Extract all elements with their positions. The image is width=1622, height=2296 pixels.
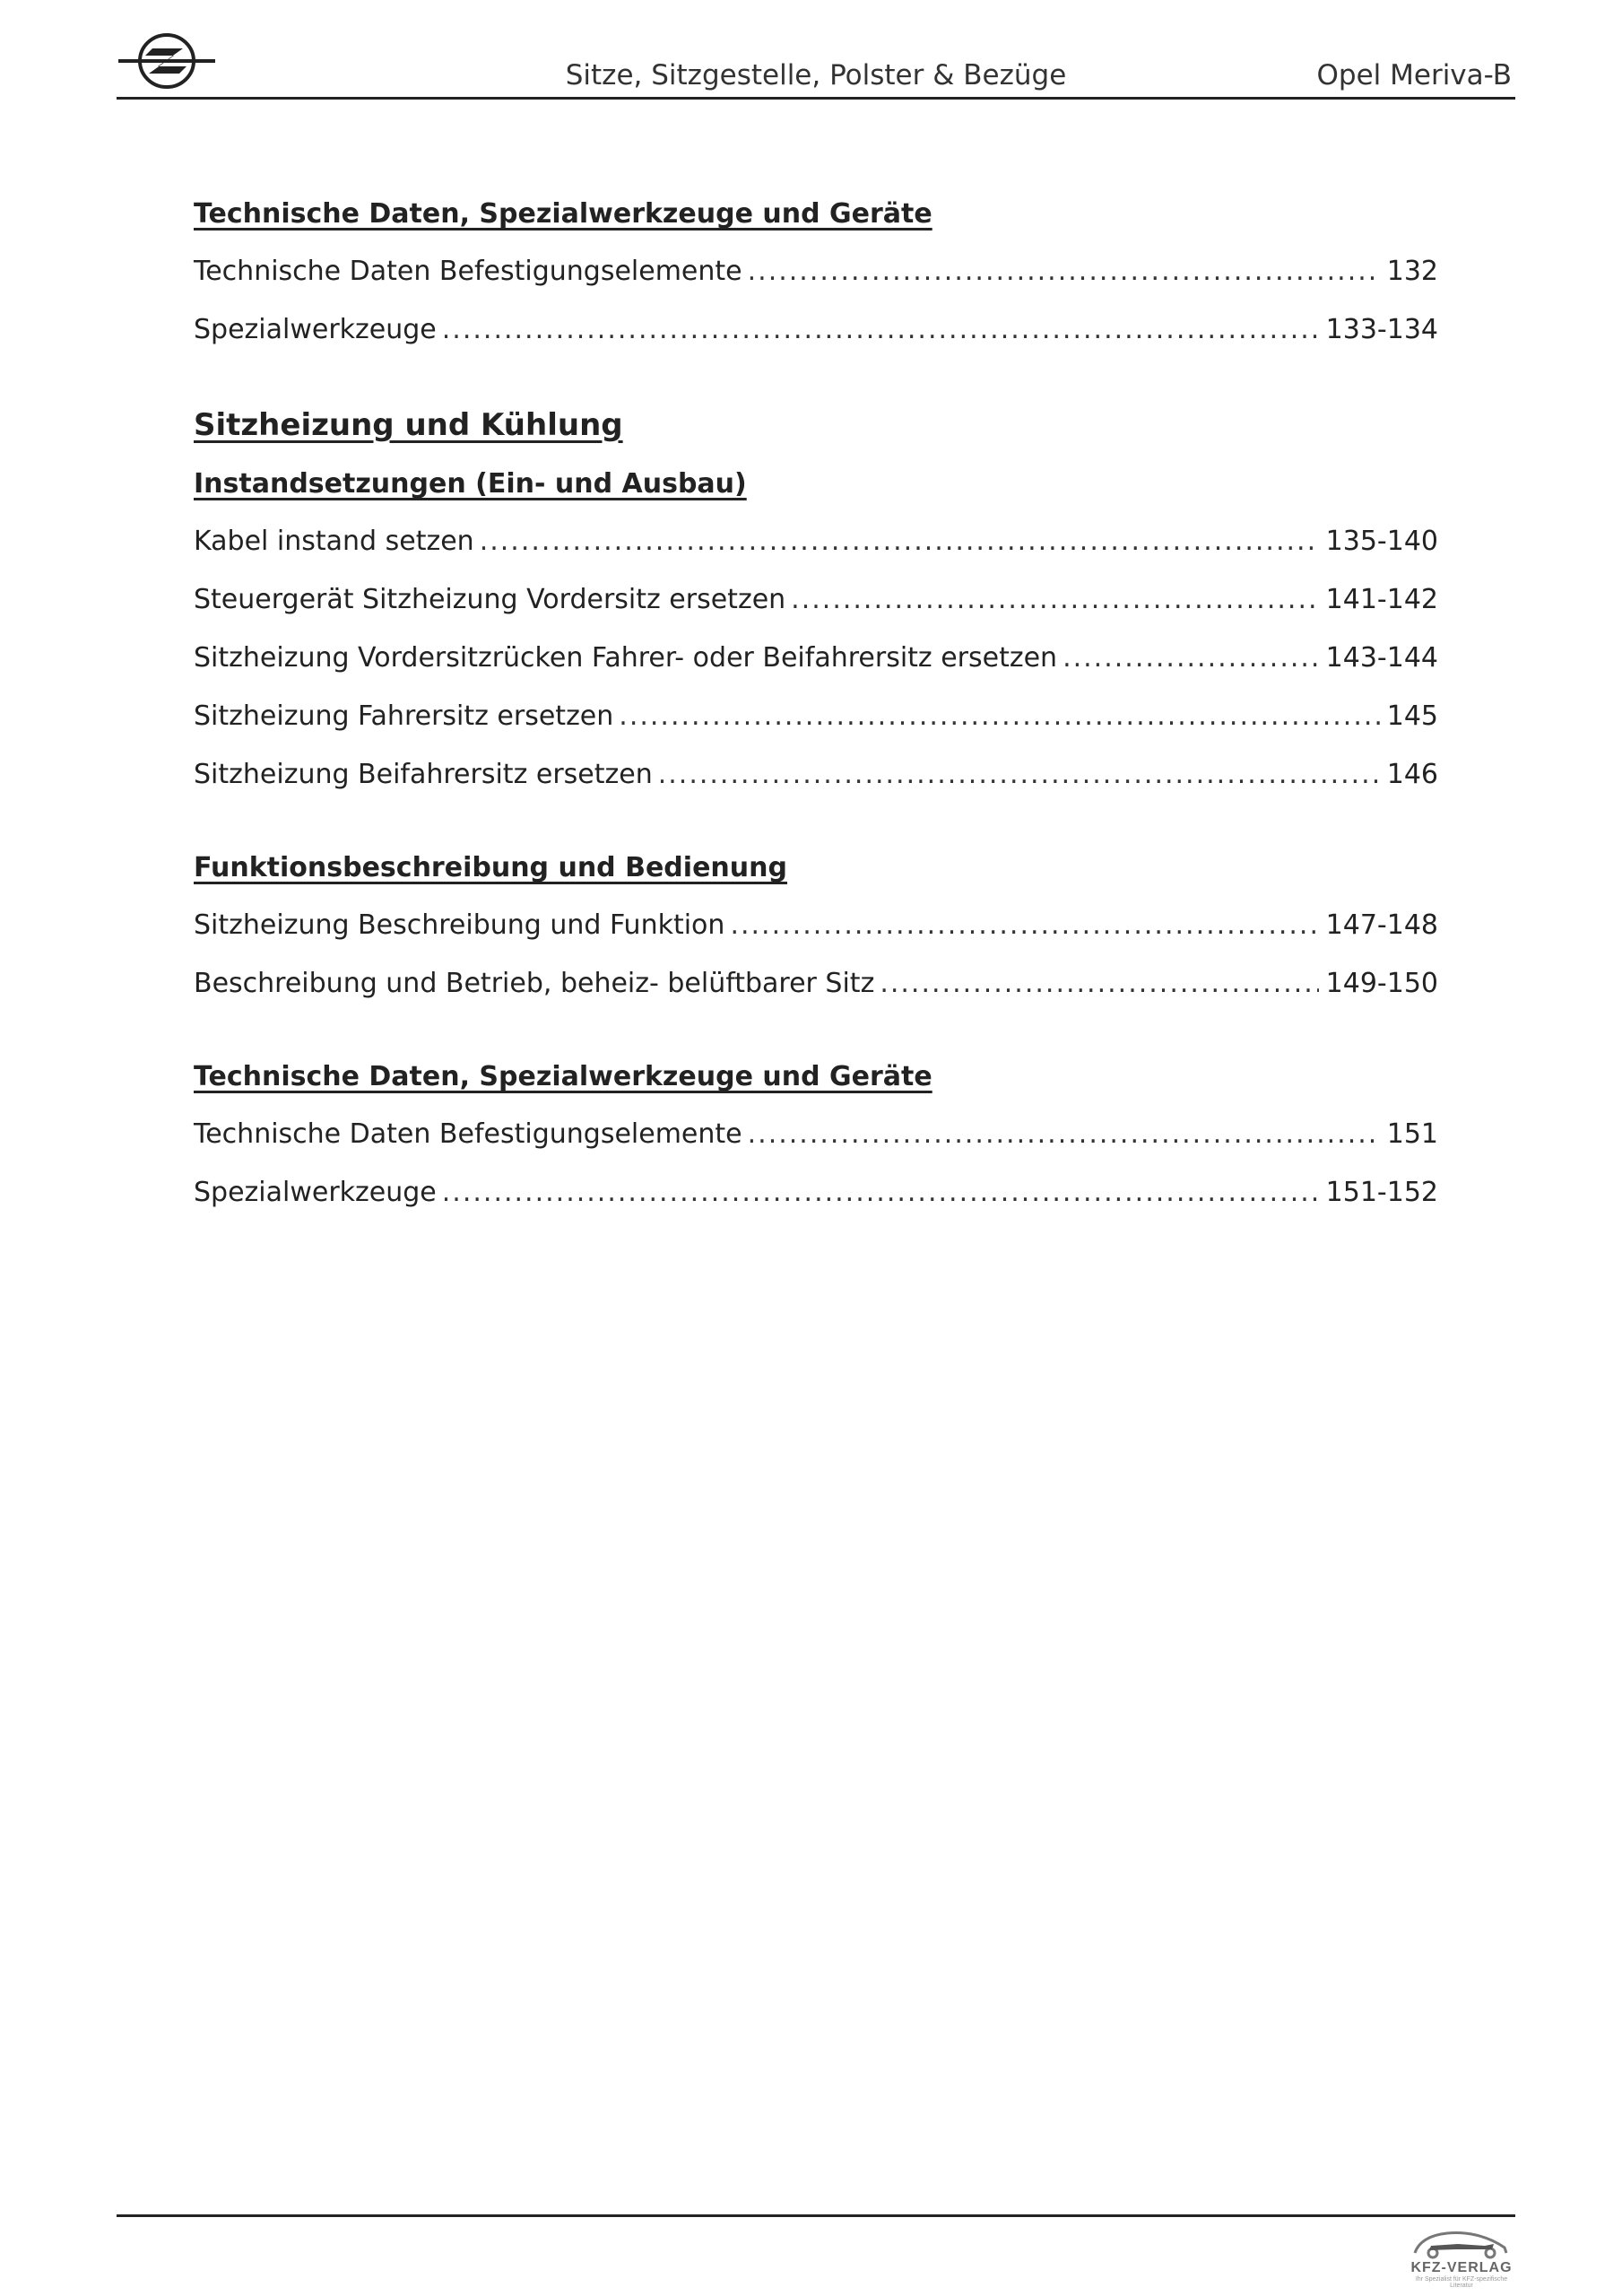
entry-title: Technische Daten Befestigungselemente — [194, 256, 742, 287]
opel-logo-icon — [117, 27, 217, 95]
section-title: Sitzheizung und Kühlung — [194, 407, 623, 443]
entry-page: 132 — [1386, 256, 1438, 287]
dot-leader — [880, 963, 1318, 1004]
group-title: Technische Daten, Spezialwerkzeuge und Geräte — [194, 1061, 932, 1092]
entry-title: Sitzheizung Beschreibung und Funktion — [194, 909, 725, 941]
entry-page: 151-152 — [1325, 1177, 1438, 1208]
toc-entry[interactable] — [194, 905, 1438, 946]
toc-entry[interactable] — [194, 696, 1438, 737]
toc-group — [194, 464, 1438, 796]
entry-page: 145 — [1386, 700, 1438, 732]
entry-page: 149-150 — [1325, 968, 1438, 999]
toc-entry[interactable] — [194, 638, 1438, 679]
toc-entry[interactable] — [194, 754, 1438, 796]
toc-entry[interactable] — [194, 1172, 1438, 1213]
dot-leader — [480, 521, 1319, 562]
toc-entry[interactable] — [194, 309, 1438, 351]
toc-entry[interactable] — [194, 521, 1438, 562]
toc-group — [194, 1057, 1438, 1213]
toc-group — [194, 848, 1438, 1004]
header-title: Sitze, Sitzgestelle, Polster & Bezüge — [565, 59, 1067, 91]
page-header — [117, 27, 1515, 100]
footer-logo-text: KFZ-VERLAG — [1410, 2260, 1513, 2275]
footer-logo — [1406, 2222, 1517, 2289]
dot-leader — [791, 579, 1318, 621]
entry-page: 151 — [1386, 1118, 1438, 1150]
dot-leader — [658, 754, 1380, 796]
group-title: Instandsetzungen (Ein- und Ausbau) — [194, 468, 747, 500]
header-model: Opel Meriva-B — [1316, 59, 1512, 91]
entry-page: 147-148 — [1325, 909, 1438, 941]
dot-leader — [619, 696, 1379, 737]
group-title: Funktionsbeschreibung und Bedienung — [194, 852, 787, 883]
entry-title: Spezialwerkzeuge — [194, 314, 437, 345]
car-wrench-logo-icon — [1406, 2222, 1517, 2262]
dot-leader — [442, 309, 1319, 351]
entry-page: 133-134 — [1325, 314, 1438, 345]
dot-leader — [1063, 638, 1319, 679]
entry-title: Spezialwerkzeuge — [194, 1177, 437, 1208]
entry-page: 135-140 — [1325, 526, 1438, 557]
entry-title: Sitzheizung Vordersitzrücken Fahrer- oder Beifahrersitz ersetzen — [194, 642, 1058, 674]
group-title: Technische Daten, Spezialwerkzeuge und Geräte — [194, 198, 932, 230]
entry-title: Beschreibung und Betrieb, beheiz- belüftbarer Sitz — [194, 968, 875, 999]
toc-group — [194, 194, 1438, 351]
toc-section — [194, 404, 1438, 1213]
toc-entry[interactable] — [194, 1114, 1438, 1155]
toc-entry[interactable] — [194, 963, 1438, 1004]
dot-leader — [748, 1114, 1380, 1155]
entry-page: 146 — [1386, 759, 1438, 790]
footer-logo-subtext: Ihr Spezialist für KFZ-spezifische Literatur — [1415, 2276, 1508, 2289]
dot-leader — [730, 905, 1318, 946]
entry-title: Steuergerät Sitzheizung Vordersitz ersetzen — [194, 584, 786, 615]
entry-page: 141-142 — [1325, 584, 1438, 615]
footer-rule — [117, 2214, 1515, 2217]
entry-title: Kabel instand setzen — [194, 526, 474, 557]
toc-entry[interactable] — [194, 251, 1438, 292]
toc-first-block — [194, 194, 1438, 351]
dot-leader — [442, 1172, 1319, 1213]
entry-page: 143-144 — [1325, 642, 1438, 674]
entry-title: Technische Daten Befestigungselemente — [194, 1118, 742, 1150]
table-of-contents — [194, 194, 1438, 1267]
entry-title: Sitzheizung Beifahrersitz ersetzen — [194, 759, 653, 790]
entry-title: Sitzheizung Fahrersitz ersetzen — [194, 700, 614, 732]
toc-entry[interactable] — [194, 579, 1438, 621]
dot-leader — [748, 251, 1380, 292]
